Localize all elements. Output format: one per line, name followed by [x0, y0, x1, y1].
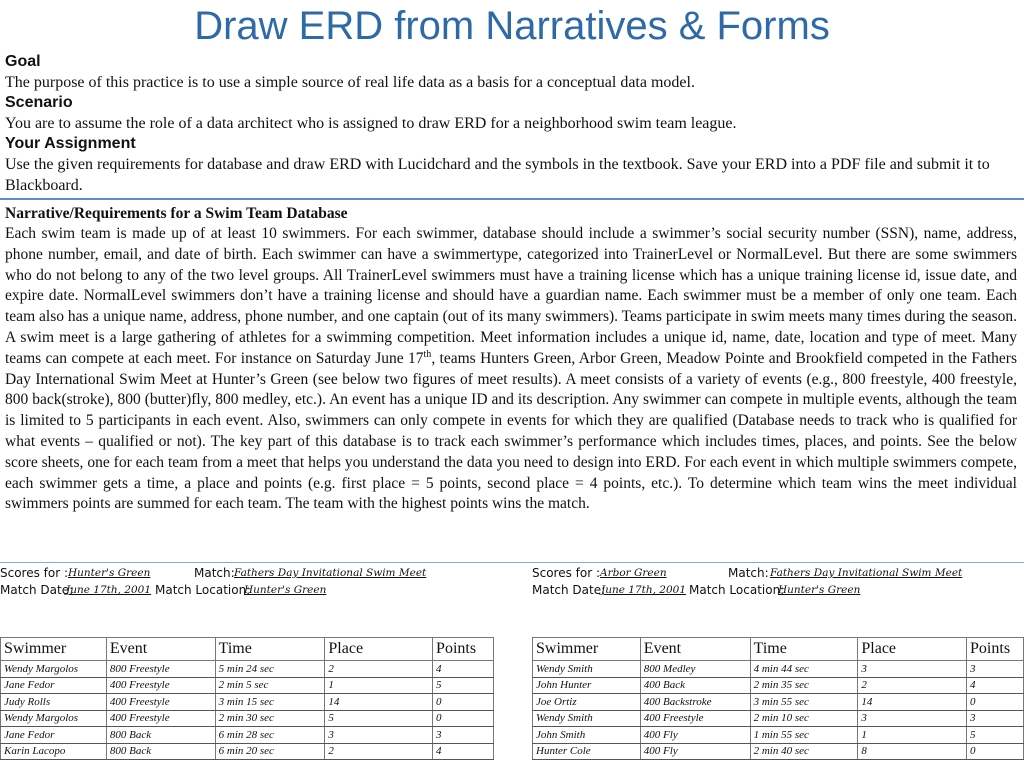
scenario-text: You are to assume the role of a data architect who is assigned to draw ERD for a neighborhood swim team league. [5, 115, 737, 132]
cell-time: 2 min 35 sec [750, 677, 858, 694]
cell-event: 400 Freestyle [106, 710, 215, 727]
match-date-label: Match Date: [0, 583, 74, 597]
narrative-section [5, 204, 1017, 515]
col-place: Place [325, 638, 433, 661]
table-row [533, 727, 1024, 744]
cell-place: 2 [858, 677, 967, 694]
sheets-divider [0, 562, 1024, 563]
goal-text: The purpose of this practice is to use a simple source of real life data as a basis for a conceptual data model. [5, 74, 695, 91]
match-date: June 17th, 2001 [66, 584, 152, 596]
cell-event: 800 Back [106, 743, 215, 760]
match-location-label: Match Location: [689, 583, 785, 597]
cell-place: 3 [858, 710, 967, 727]
match-location-label: Match Location: [155, 583, 251, 597]
cell-swimmer: Wendy Smith [533, 661, 641, 678]
cell-time: 2 min 40 sec [750, 743, 858, 760]
narrative-superscript: th [423, 348, 432, 360]
cell-place: 14 [325, 694, 433, 711]
cell-swimmer: Judy Rolls [1, 694, 107, 711]
cell-time: 3 min 15 sec [215, 694, 325, 711]
col-points: Points [967, 638, 1024, 661]
cell-points: 4 [967, 677, 1024, 694]
scores-for-label: Scores for : [0, 566, 69, 580]
match-name: Fathers Day Invitational Swim Meet [770, 567, 963, 579]
cell-place: 1 [858, 727, 967, 744]
cell-event: 400 Back [640, 677, 750, 694]
cell-swimmer: Karin Lacopo [1, 743, 107, 760]
assignment-heading: Your Assignment [5, 135, 136, 152]
table-row [1, 727, 494, 744]
match-label: Match: [728, 566, 769, 580]
col-event: Event [106, 638, 215, 661]
scenario-heading: Scenario [5, 94, 73, 111]
narrative-text [5, 224, 1017, 515]
col-event: Event [640, 638, 750, 661]
cell-event: 800 Back [106, 727, 215, 744]
narrative-part-2: , teams Hunters Green, Arbor Green, Meadow Pointe and Brookfield competed in the Fathers Day International Swim Meet at Hunter’s Green (see below two figures of meet results). A meet consists of a variety of events (e.g., 800 freestyle, 400 freestyle, 800 back(stroke), 800 (butter)fly, 800 medley, etc.). An event has a unique ID and its description. Any swimmer can compete in multiple events, although the team is limited to 5 participants in each event. Also, swimmers can only compete in events for which they are qualified (Database needs to track who is qualified for what events – qualified or not). The key part of this database is to track each swimmer’s performance which includes times, places, and points. See the below score sheets, one for each team from a meet that helps you understand the data you need to design into ERD. For each event in which multiple swimmers compete, each swimmer gets a time, a place and points (e.g. first place = 5 points, second place = 4 points, etc.). To determine which team wins the meet individual swimmers points are summed for each team. The team with the highest points wins the match. [5, 349, 1017, 513]
cell-swimmer: John Smith [533, 727, 641, 744]
cell-place: 3 [858, 661, 967, 678]
cell-points: 5 [967, 727, 1024, 744]
match-date-label: Match Date: [532, 583, 606, 597]
cell-swimmer: Wendy Margolos [1, 710, 107, 727]
cell-time: 5 min 24 sec [215, 661, 325, 678]
table-row [533, 694, 1024, 711]
cell-swimmer: Jane Fedor [1, 727, 107, 744]
col-place: Place [858, 638, 967, 661]
cell-points: 5 [433, 677, 494, 694]
cell-event: 400 Freestyle [106, 677, 215, 694]
team-name: Arbor Green [600, 567, 667, 579]
cell-event: 400 Fly [640, 727, 750, 744]
table-row [533, 743, 1024, 760]
sheet-meta-row-2 [0, 583, 494, 600]
cell-time: 2 min 10 sec [750, 710, 858, 727]
cell-swimmer: Jane Fedor [1, 677, 107, 694]
narrative-heading: Narrative/Requirements for a Swim Team Database [5, 205, 348, 222]
cell-points: 0 [433, 694, 494, 711]
sheet-meta-row-1 [532, 566, 1024, 583]
cell-place: 2 [325, 743, 433, 760]
score-table [0, 637, 494, 760]
cell-event: 800 Freestyle [106, 661, 215, 678]
sheet-meta-row-1 [0, 566, 494, 583]
cell-time: 6 min 28 sec [215, 727, 325, 744]
cell-time: 3 min 55 sec [750, 694, 858, 711]
table-row [1, 661, 494, 678]
cell-place: 14 [858, 694, 967, 711]
score-table-header [1, 638, 494, 661]
cell-points: 4 [433, 661, 494, 678]
cell-points: 3 [967, 710, 1024, 727]
cell-swimmer: Joe Ortiz [533, 694, 641, 711]
col-time: Time [215, 638, 325, 661]
col-swimmer: Swimmer [1, 638, 107, 661]
table-row [1, 710, 494, 727]
cell-time: 1 min 55 sec [750, 727, 858, 744]
cell-points: 0 [967, 694, 1024, 711]
cell-event: 400 Backstroke [640, 694, 750, 711]
sheet-meta-row-2 [532, 583, 1024, 600]
table-row [1, 743, 494, 760]
cell-event: 400 Fly [640, 743, 750, 760]
scenario-section [5, 93, 1017, 134]
cell-points: 0 [433, 710, 494, 727]
cell-points: 4 [433, 743, 494, 760]
match-label: Match: [194, 566, 235, 580]
col-points: Points [433, 638, 494, 661]
cell-place: 1 [325, 677, 433, 694]
cell-swimmer: Hunter Cole [533, 743, 641, 760]
score-sheet-arbor-green [532, 566, 1024, 758]
score-sheet-hunters-green [0, 566, 494, 758]
cell-swimmer: Wendy Margolos [1, 661, 107, 678]
table-row [533, 710, 1024, 727]
col-swimmer: Swimmer [533, 638, 641, 661]
cell-time: 2 min 30 sec [215, 710, 325, 727]
narrative-part-1: Each swim team is made up of at least 10 swimmers. For each swimmer, database should include a swimmer’s social security number (SSN), name, address, phone number, email, and date of birth. Each swimmer can have a swimmertype, categorized into TrainerLevel or NormalLevel. But there are some swimmers who do not belong to any of the two level groups. All TrainerLevel swimmers must have a training license which has a unique training license id, issue date, and expire date. NormalLevel swimmers don’t have a training license and should have a guardian name. Each swimmer must be a member of only one team. Each team also has a unique name, address, phone number, and one captain (out of its many swimmers). Teams participate in swim meets many times during the season. A swim meet is a large gathering of athletes for a swimming competition. Meet information includes a unique id, name, date, location and type of meet. Many teams can compete at each meet. For instance on Saturday June 17 [5, 225, 1017, 367]
cell-event: 400 Freestyle [640, 710, 750, 727]
cell-place: 3 [325, 727, 433, 744]
table-row [1, 677, 494, 694]
cell-swimmer: John Hunter [533, 677, 641, 694]
page-title: Draw ERD from Narratives & Forms [194, 4, 830, 48]
scores-for-label: Scores for : [532, 566, 601, 580]
assignment-section [5, 134, 1017, 196]
cell-event: 800 Medley [640, 661, 750, 678]
score-table-header [533, 638, 1024, 661]
cell-points: 3 [433, 727, 494, 744]
table-row [533, 677, 1024, 694]
cell-time: 4 min 44 sec [750, 661, 858, 678]
match-location: Hunter's Green [778, 584, 861, 596]
team-name: Hunter's Green [68, 567, 151, 579]
table-row [533, 661, 1024, 678]
score-table [532, 637, 1024, 760]
goal-section [5, 52, 1017, 93]
table-row [1, 694, 494, 711]
assignment-text: Use the given requirements for database and draw ERD with Lucidchard and the symbols in the textbook. Save your ERD into a PDF file and submit it to Blackboard. [5, 156, 990, 194]
cell-time: 2 min 5 sec [215, 677, 325, 694]
section-divider [0, 198, 1024, 200]
match-name: Fathers Day Invitational Swim Meet [234, 567, 427, 579]
cell-event: 400 Freestyle [106, 694, 215, 711]
cell-points: 0 [967, 743, 1024, 760]
cell-time: 6 min 20 sec [215, 743, 325, 760]
cell-swimmer: Wendy Smith [533, 710, 641, 727]
cell-points: 3 [967, 661, 1024, 678]
goal-heading: Goal [5, 53, 41, 70]
match-date: June 17th, 2001 [601, 584, 687, 596]
cell-place: 8 [858, 743, 967, 760]
cell-place: 5 [325, 710, 433, 727]
match-location: Hunter's Green [244, 584, 327, 596]
cell-place: 2 [325, 661, 433, 678]
col-time: Time [750, 638, 858, 661]
